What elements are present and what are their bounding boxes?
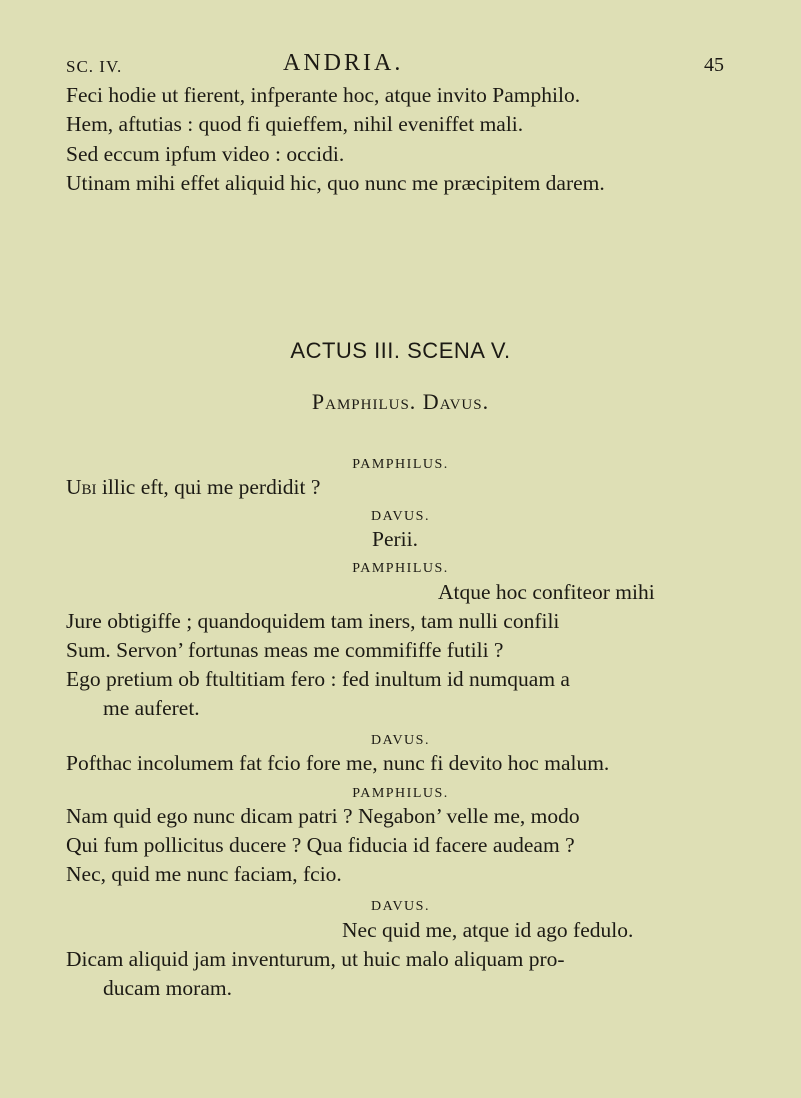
verse-line: Nec, quid me nunc faciam, fcio. <box>66 862 342 886</box>
speaker-label: PAMPHILUS. <box>352 786 449 801</box>
speaker-label: PAMPHILUS. <box>352 561 449 576</box>
page-number: 45 <box>704 54 724 76</box>
verse-line: ducam moram. <box>103 976 232 1000</box>
verse-line: Sum. Servon’ fortunas meas me commififfe futili ? <box>66 638 504 662</box>
verse-line: Hem, aftutias : quod fi quieffem, nihil eveniffet mali. <box>66 112 524 136</box>
verse-line: Utinam mihi effet aliquid hic, quo nunc me præcipitem darem. <box>66 171 605 195</box>
verse-line: Qui fum pollicitus ducere ? Qua fiducia id facere audeam ? <box>66 833 575 857</box>
speaker-label: DAVUS. <box>371 899 430 914</box>
verse-line: Jure obtigiffe ; quandoquidem tam iners, tam nulli confili <box>66 609 560 633</box>
verse-line: Nec quid me, atque id ago fedulo. <box>342 918 634 942</box>
running-head-title: ANDRIA. <box>283 50 404 76</box>
verse-line: Pofthac incolumem fat fcio fore me, nunc fi devito hoc malum. <box>66 751 610 775</box>
act-scene-heading: ACTUS III. SCENA V. <box>290 338 511 363</box>
verse-line <box>66 477 320 499</box>
verse-line: Feci hodie ut fierent, infperante hoc, atque invito Pamphilo. <box>66 83 581 107</box>
verse-line: Perii. <box>372 527 418 551</box>
dramatis-personae: Pamphilus. Davus. <box>311 389 490 414</box>
verse-text: illic eft, qui me perdidit ? <box>96 475 321 499</box>
verse-line: Dicam aliquid jam inventurum, ut huic malo aliquam pro- <box>66 947 565 971</box>
speaker-label: DAVUS. <box>371 509 430 524</box>
verse-line: Ego pretium ob ftultitiam fero : fed inultum id numquam a <box>66 667 570 691</box>
verse-line: me auferet. <box>103 696 200 720</box>
verse-line: Nam quid ego nunc dicam patri ? Negabon’ velle me, modo <box>66 804 580 828</box>
speaker-label: PAMPHILUS. <box>352 457 449 472</box>
running-head-scene: SC. IV. <box>66 57 123 76</box>
verse-line: Sed eccum ipfum video : occidi. <box>66 142 345 166</box>
verse-initial: Ubi <box>66 475 97 499</box>
speaker-label: DAVUS. <box>371 733 430 748</box>
verse-line: Atque hoc confiteor mihi <box>438 580 655 604</box>
